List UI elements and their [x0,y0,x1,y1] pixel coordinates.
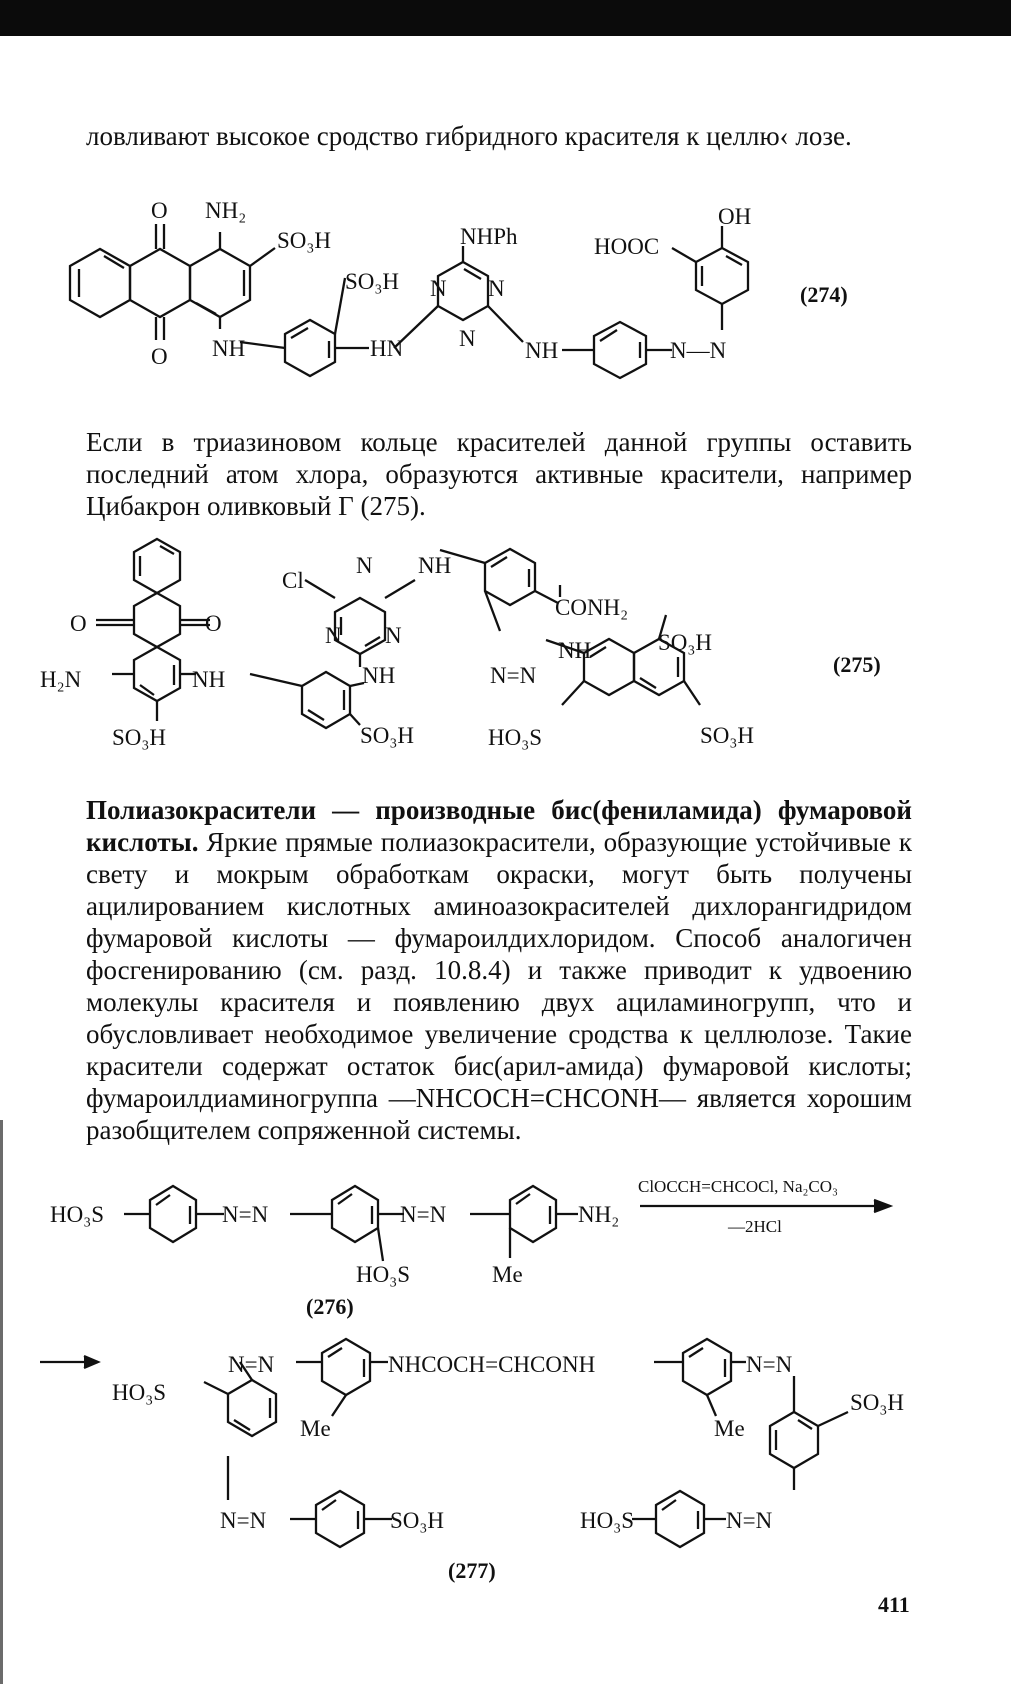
svg-text:SO₃H: SO₃H [658,630,713,655]
svg-text:SO₃H: SO₃H [850,1390,905,1415]
svg-text:N=N: N=N [726,1508,773,1533]
svg-text:Me: Me [300,1416,331,1441]
svg-text:SO₃H: SO₃H [390,1508,445,1533]
svg-text:NHCOCH=CHCONH: NHCOCH=CHCONH [388,1352,596,1377]
svg-text:N: N [325,623,342,648]
structure-277 [0,1330,1011,1570]
svg-text:HO₃S: HO₃S [112,1380,167,1405]
label-277: (277) [448,1558,496,1583]
label-275: (275) [833,652,881,677]
svg-text:N: N [488,276,505,301]
svg-text:OH: OH [718,204,752,229]
svg-text:O: O [151,344,168,369]
paragraph-1: ловливают высокое сродство гибридного красителя к целлю‹ лозе. [86,121,852,151]
svg-text:NH: NH [362,663,396,688]
svg-text:NH: NH [525,338,559,363]
label-274: (274) [800,282,848,307]
svg-text:Cl: Cl [282,568,304,593]
structure-274 [0,196,1011,396]
svg-text:SO₃H: SO₃H [700,723,755,748]
structure-276 [0,1168,1011,1288]
svg-text:HO₃S: HO₃S [50,1202,105,1227]
paragraph-2: Если в триазиновом кольце красителей данной группы оставить последний атом хлора, образуются активные красители, например Цибакрон оливковый Г (275). [86,427,912,521]
svg-text:HO₃S: HO₃S [356,1262,411,1287]
svg-text:N: N [356,553,373,578]
svg-text:NHPh: NHPh [460,224,518,249]
paragraph-3 [86,794,912,1146]
svg-text:N: N [459,326,476,351]
page-number: 411 [878,1592,910,1617]
svg-text:N=N: N=N [746,1352,793,1377]
svg-text:N=N: N=N [490,663,537,688]
svg-text:SO₃H: SO₃H [360,723,415,748]
paragraph-3-body: Яркие прямые полиазокрасители, образующие устойчивые к свету и мокрым обработкам окраски, могут быть получены ацилированием кислотных аминоазокрасителей дихлорангидридом фумаровой кислоты — фумароилдихлоридом. Способ аналогичен фосгенированию (см. разд. 10.8.4) и также приводит к удвоению молекулы красителя и появлению двух ациламиногрупп, что и обусловливает необходимое увеличение сродства к целлюлозе. Такие красители содержат остаток бис(арил-амида) фумаровой кислоты; фумароилдиаминогруппа —NHCOCH=CHCONH— является хорошим разобщителем сопряженной системы. [86,827,912,1145]
svg-text:N: N [430,276,447,301]
svg-text:NH: NH [212,336,246,361]
svg-text:N=N: N=N [228,1352,275,1377]
svg-text:SO₃H: SO₃H [277,228,332,253]
svg-text:NH₂: NH₂ [578,1202,620,1227]
svg-text:O: O [205,611,222,636]
svg-text:O: O [70,611,87,636]
svg-text:SO₃H: SO₃H [112,725,167,750]
svg-text:—2HCl: —2HCl [728,1217,782,1236]
svg-text:N=N: N=N [400,1202,447,1227]
svg-text:HOOC: HOOC [594,234,660,259]
svg-text:N—N: N—N [670,338,727,363]
svg-text:CONH₂: CONH₂ [555,595,629,620]
label-276: (276) [306,1294,354,1319]
top-dark-margin [0,0,1011,36]
svg-text:N: N [385,623,402,648]
svg-text:NH: NH [418,553,452,578]
svg-text:O: O [151,198,168,223]
svg-text:N=N: N=N [220,1508,267,1533]
svg-text:NH: NH [558,638,592,663]
paragraph-3-heading: Полиазокрасители — производные бис(фениламида) фумаровой кислоты. [86,795,912,857]
svg-text:HO₃S: HO₃S [488,725,543,750]
svg-text:ClOCCH=CHCOCl, Na₂CO₃: ClOCCH=CHCOCl, Na₂CO₃ [638,1177,838,1196]
svg-text:NH: NH [192,667,226,692]
svg-text:SO₃H: SO₃H [345,269,400,294]
svg-text:N=N: N=N [222,1202,269,1227]
svg-text:HN: HN [370,336,404,361]
svg-text:HO₃S: HO₃S [580,1508,635,1533]
svg-text:H₂N: H₂N [40,667,82,692]
svg-text:Me: Me [492,1262,523,1287]
svg-text:NH₂: NH₂ [205,198,247,223]
svg-text:Me: Me [714,1416,745,1441]
